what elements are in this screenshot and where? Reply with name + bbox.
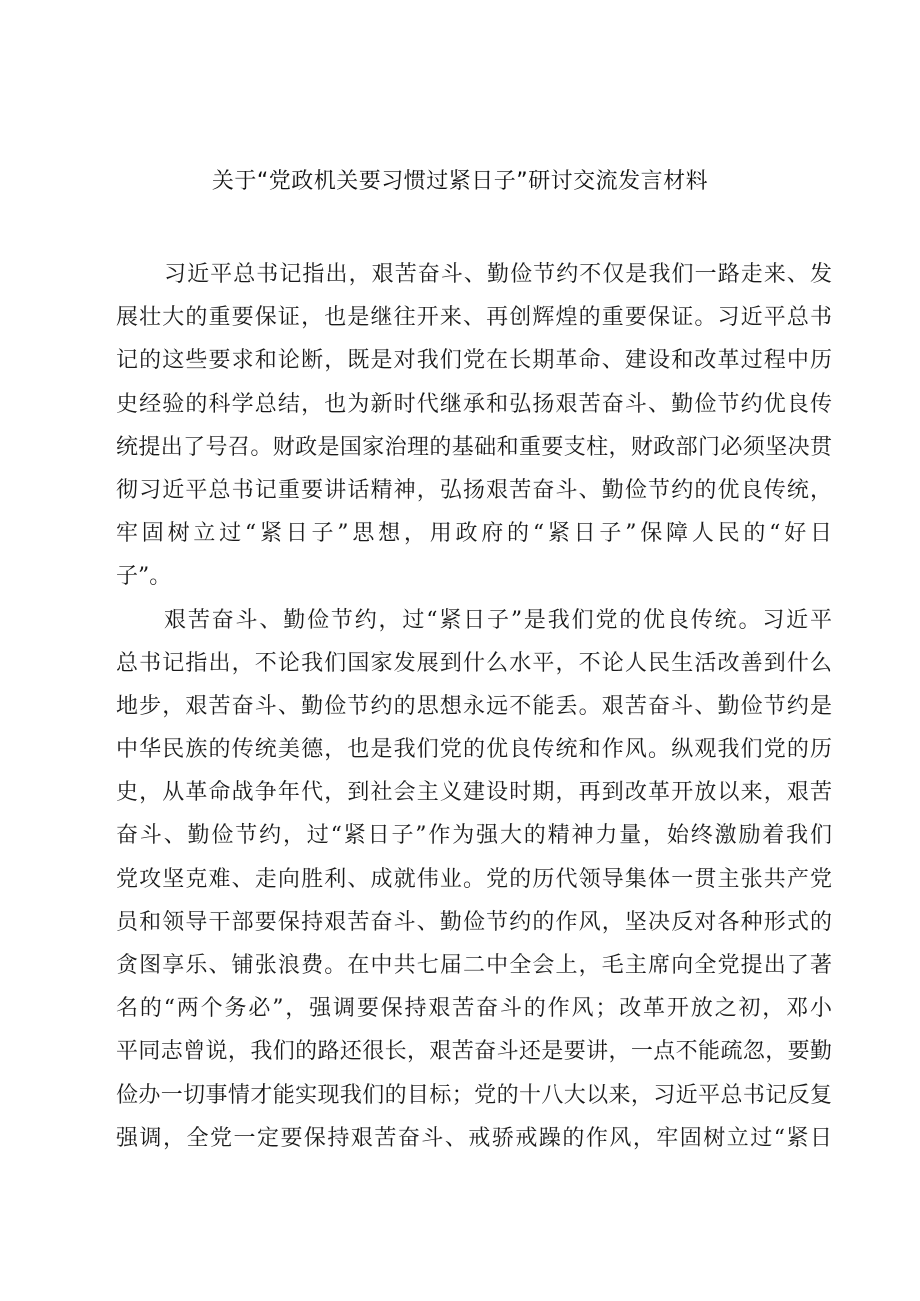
text-line: 史，从革命战争年代，到社会主义建设时期，再到改革开放以来，艰苦 [116, 780, 832, 806]
text-line: 艰苦奋斗、勤俭节约，过“紧日子”是我们党的优良传统。习近平 [164, 607, 832, 633]
text-line: 员和领导干部要保持艰苦奋斗、勤俭节约的作风，坚决反对各种形式的 [116, 909, 832, 935]
text-line: 习近平总书记指出，艰苦奋斗、勤俭节约不仅是我们一路走来、发 [164, 262, 832, 287]
text-line: 名的“两个务必”，强调要保持艰苦奋斗的作风；改革开放之初，邓小 [116, 996, 832, 1022]
document-body [116, 253, 832, 1160]
text-line: 平同志曾说，我们的路还很长，艰苦奋斗还是要讲，一点不能疏忽，要勤 [116, 1039, 832, 1065]
text-line: 地步，艰苦奋斗、勤俭节约的思想永远不能丢。艰苦奋斗、勤俭节约是 [116, 693, 832, 719]
text-line: 总书记指出，不论我们国家发展到什么水平，不论人民生活改善到什么 [116, 650, 832, 676]
text-line: 贪图享乐、铺张浪费。在中共七届二中全会上，毛主席向全党提出了著 [116, 953, 832, 978]
text-line: 奋斗、勤俭节约，过“紧日子”作为强大的精神力量，始终激励着我们 [116, 823, 832, 849]
text-line: 展壮大的重要保证，也是继往开来、再创辉煌的重要保证。习近平总书 [116, 305, 832, 331]
text-line: 强调，全党一定要保持艰苦奋斗、戒骄戒躁的作风，牢固树立过“紧日 [116, 1125, 832, 1151]
paragraph-2 [116, 599, 832, 1160]
text-line: 彻习近平总书记重要讲话精神，弘扬艰苦奋斗、勤俭节约的优良传统， [116, 477, 832, 503]
text-line: 俭办一切事情才能实现我们的目标；党的十八大以来，习近平总书记反复 [116, 1082, 832, 1108]
document-title: 关于“党政机关要习惯过紧日子”研讨交流发言材料 [211, 169, 709, 194]
paragraph-1 [116, 253, 832, 599]
text-line: 中华民族的传统美德，也是我们党的优良传统和作风。纵观我们党的历 [116, 737, 832, 763]
text-line: 统提出了号召。财政是国家治理的基础和重要支柱，财政部门必须坚决贯 [116, 434, 832, 460]
text-line: 党攻坚克难、走向胜利、成就伟业。党的历代领导集体一贯主张共产党 [116, 866, 832, 892]
text-line: 记的这些要求和论断，既是对我们党在长期革命、建设和改革过程中历 [116, 348, 832, 374]
text-line: 牢固树立过“紧日子”思想，用政府的“紧日子”保障人民的“好日 [116, 521, 832, 547]
text-line: 史经验的科学总结，也为新时代继承和弘扬艰苦奋斗、勤俭节约优良传 [116, 391, 832, 417]
text-line: 子”。 [116, 564, 172, 590]
